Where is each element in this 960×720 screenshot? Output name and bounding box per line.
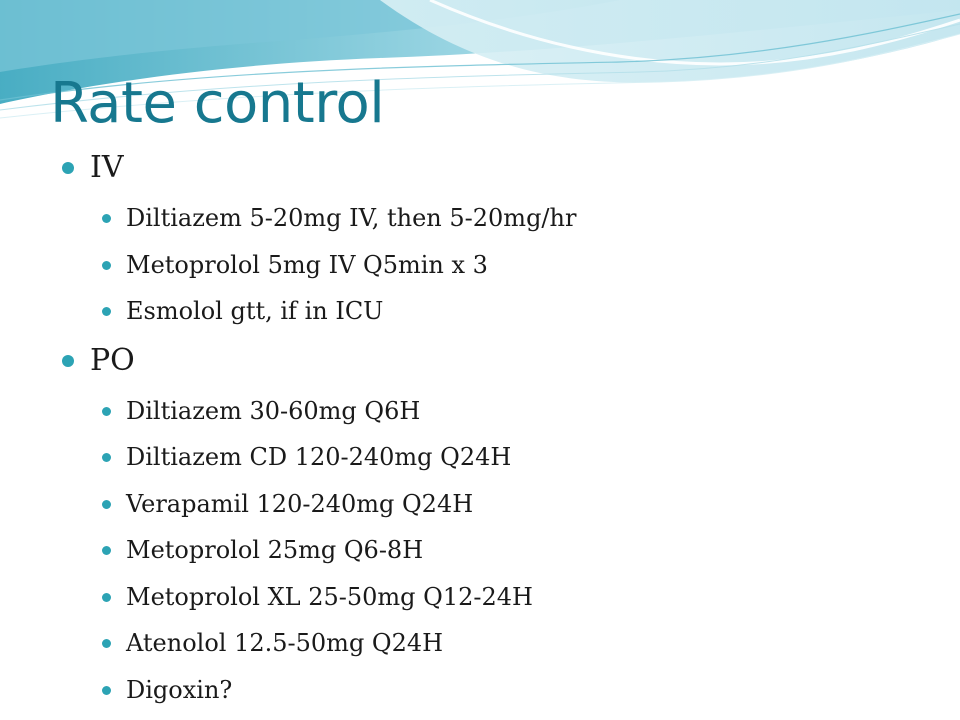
bullet-icon — [102, 214, 111, 223]
section-iv — [60, 146, 940, 335]
section-heading — [60, 146, 940, 190]
bullet-icon — [102, 407, 111, 416]
sub-bullet-list — [60, 388, 940, 714]
section-heading-label: PO — [90, 342, 135, 378]
section-po — [60, 339, 940, 714]
slide-title: Rate control — [50, 71, 385, 136]
bullet-icon — [62, 162, 74, 174]
list-item: Diltiazem CD 120-240mg Q24H — [60, 434, 940, 481]
list-item: Metoprolol XL 25-50mg Q12-24H — [60, 574, 940, 621]
section-heading — [60, 339, 940, 383]
list-item: Diltiazem 5-20mg IV, then 5-20mg/hr — [60, 195, 940, 242]
list-item: Diltiazem 30-60mg Q6H — [60, 388, 940, 435]
bullet-icon — [102, 307, 111, 316]
bullet-icon — [102, 500, 111, 509]
bullet-icon — [102, 686, 111, 695]
list-item: Esmolol gtt, if in ICU — [60, 288, 940, 335]
list-item: Metoprolol 25mg Q6-8H — [60, 527, 940, 574]
list-item: Digoxin? — [60, 667, 940, 714]
bullet-icon — [102, 546, 111, 555]
list-item: Atenolol 12.5-50mg Q24H — [60, 620, 940, 667]
section-heading-label: IV — [90, 150, 124, 185]
list-item: Verapamil 120-240mg Q24H — [60, 481, 940, 528]
bullet-icon — [102, 639, 111, 648]
bullet-content — [60, 146, 940, 713]
bullet-icon — [102, 261, 111, 270]
bullet-icon — [102, 593, 111, 602]
sub-bullet-list — [60, 195, 940, 335]
bullet-icon — [62, 355, 74, 367]
list-item: Metoprolol 5mg IV Q5min x 3 — [60, 242, 940, 289]
bullet-icon — [102, 453, 111, 462]
